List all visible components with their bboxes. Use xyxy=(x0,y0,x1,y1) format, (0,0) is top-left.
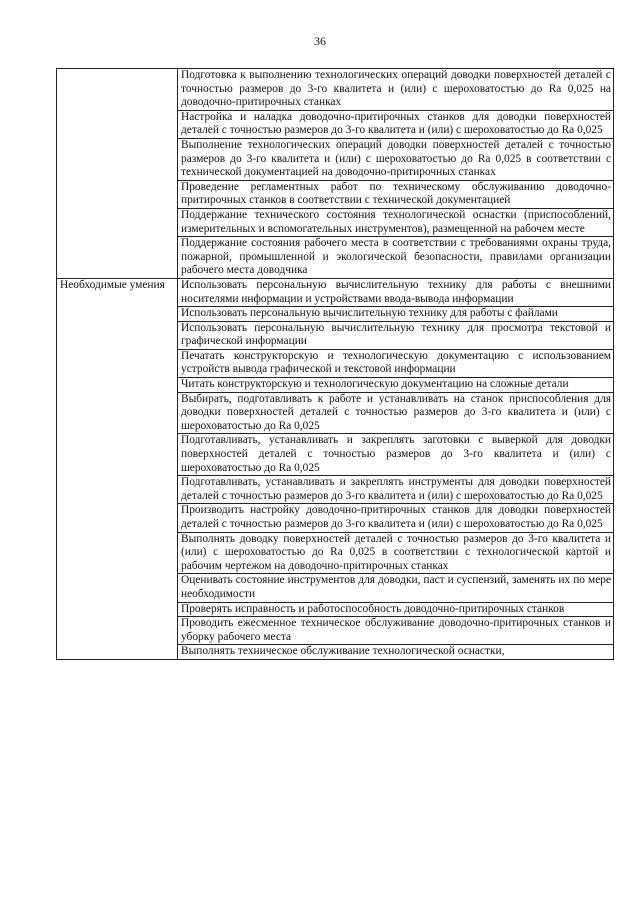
table-cell: Подготовка к выполнению технологических операций доводки поверхностей деталей с точностью размеров до 3-го квалитета и (или) с шероховатостью до Ra 0,025 на доводочно-притирочных станках xyxy=(178,69,614,111)
table-cell: Производить настройку доводочно-притирочных станков для доводки поверхностей деталей с точностью размеров до 3-го квалитета и (или) с шероховатостью до Ra 0,025 xyxy=(178,504,614,532)
table-cell: Выполнять техническое обслуживание технологической оснастки, xyxy=(178,645,614,660)
table-cell: Проведение регламентных работ по техническому обслуживанию доводочно-притирочных станков в соответствии с технической документацией xyxy=(178,180,614,208)
competency-table xyxy=(56,68,614,660)
table-cell: Подготавливать, устанавливать и закреплять заготовки с выверкой для доводки поверхностей деталей с точностью размеров до 3-го квалитета и (или) с шероховатостью до Ra 0,025 xyxy=(178,434,614,476)
table-cell: Подготавливать, устанавливать и закреплять инструменты для доводки поверхностей деталей с точностью размеров до 3-го квалитета и (или) с шероховатостью до Ra 0,025 xyxy=(178,476,614,504)
table-cell: Печатать конструкторскую и технологическую документацию с использованием устройств вывода графической и текстовой информации xyxy=(178,349,614,377)
table-cell: Поддержание состояния рабочего места в соответствии с требованиями охраны труда, пожарной, промышленной и экологической безопасности, правилами организации рабочего места доводчика xyxy=(178,237,614,279)
page-number: 36 xyxy=(314,34,326,48)
table-cell: Использовать персональную вычислительную технику для работы с внешними носителями информации и устройствами ввода-вывода информации xyxy=(178,278,614,306)
table-cell: Поддержание технического состояния технологической оснастки (приспособлений, измерительных и вспомогательных инструментов), размещенной на рабочем месте xyxy=(178,208,614,236)
table-row xyxy=(57,69,614,111)
table-cell: Использовать персональную вычислительную технику для работы с файлами xyxy=(178,307,614,322)
table-cell: Использовать персональную вычислительную технику для просмотра текстовой и графической информации xyxy=(178,321,614,349)
table-cell: Выбирать, подготавливать к работе и устанавливать на станок приспособления для доводки поверхностей деталей с точностью размеров до 3-го квалитета и (или) с шероховатостью до Ra 0,025 xyxy=(178,392,614,434)
table-cell: Выполнение технологических операций доводки поверхностей деталей с точностью размеров до 3-го квалитета и (или) с шероховатостью до Ra 0,025 в соответствии с технической документацией на доводочно-притирочных станках xyxy=(178,138,614,180)
table-cell: Читать конструкторскую и технологическую документацию на сложные детали xyxy=(178,378,614,393)
table-cell: Проверять исправность и работоспособность доводочно-притирочных станков xyxy=(178,602,614,617)
table-cell: Выполнять доводку поверхностей деталей с точностью размеров до 3-го квалитета и (или) с шероховатостью до Ra 0,025 в соответствии с технологической картой и рабочим чертежом на доводочно-притирочных станках xyxy=(178,532,614,574)
table-cell: Настройка и наладка доводочно-притирочных станков для доводки поверхностей деталей с точностью размеров до 3-го квалитета и (или) с шероховатостью до Ra 0,025 xyxy=(178,110,614,138)
table-cell: Проводить ежесменное техническое обслуживание доводочно-притирочных станков и уборку рабочего места xyxy=(178,617,614,645)
row-label xyxy=(57,69,178,279)
table-row xyxy=(57,278,614,306)
table-cell: Оценивать состояние инструментов для доводки, паст и суспензий, заменять их по мере необходимости xyxy=(178,574,614,602)
row-label-necessary-skills: Необходимые умения xyxy=(57,278,178,659)
